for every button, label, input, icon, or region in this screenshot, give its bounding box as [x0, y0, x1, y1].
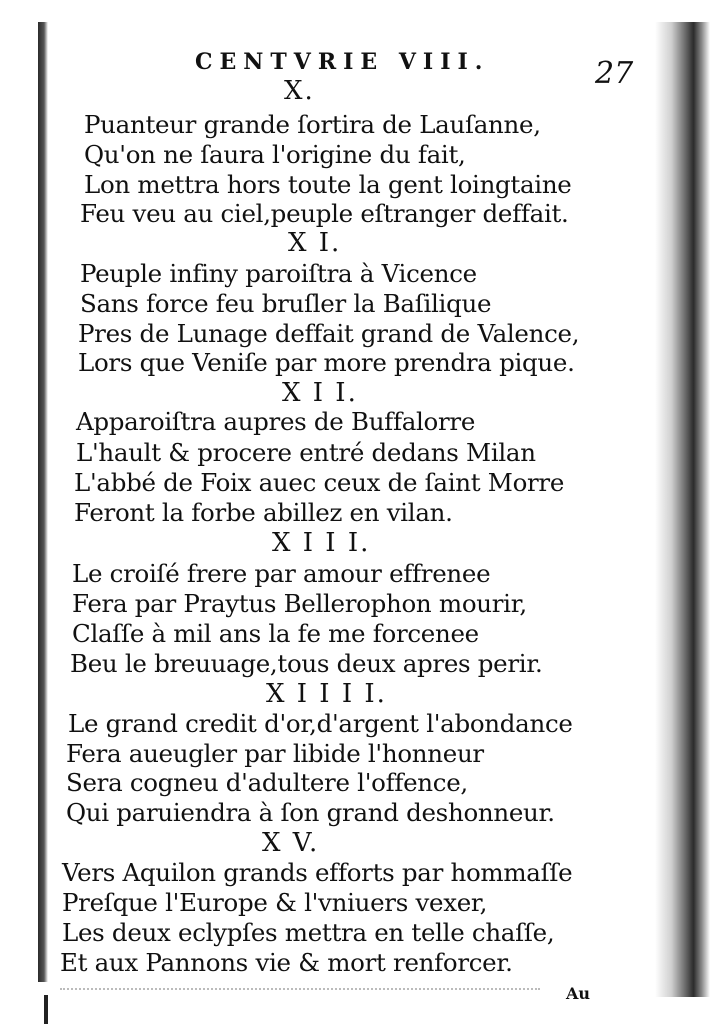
verse-line: Les deux eclypſes mettra en telle chaſſe, — [62, 918, 555, 947]
stanza-number: X. — [284, 76, 315, 106]
verse-line: Lors que Veniſe par more prendra pique. — [78, 348, 575, 377]
verse-line: Beu le breuuage,tous deux apres perir. — [70, 649, 543, 678]
page-edge-right — [655, 22, 710, 997]
verse-line: Vers Aquilon grands efforts par hommaſſe — [62, 858, 573, 887]
verse-line: Claſſe à mil ans la fe me forcenee — [72, 619, 479, 648]
verse-line: Sans force feu bruſler la Baſilique — [80, 289, 492, 318]
verse-line: L'hault & procere entré dedans Milan — [76, 438, 536, 467]
stanza-number: X I I I. — [272, 528, 371, 558]
bottom-smudge — [60, 988, 540, 992]
verse-line: Et aux Pannons vie & mort renforcer. — [60, 948, 513, 977]
verse-line: Lon mettra hors toute la gent loingtaine — [84, 170, 572, 199]
verse-line: Le grand credit d'or,d'argent l'abondance — [68, 709, 573, 738]
binding-edge-bottom — [44, 995, 48, 1024]
stanza-number: X I. — [288, 228, 342, 258]
verse-line: Feront la forbe abillez en vilan. — [74, 498, 453, 527]
stanza-number: X I I I I. — [266, 679, 387, 709]
verse-line: Qu'on ne ſaura l'origine du fait, — [84, 140, 466, 169]
verse-line: Feu veu au ciel,peuple eſtranger deffait. — [80, 199, 569, 228]
verse-line: Pres de Lunage deffait grand de Valence, — [78, 319, 580, 348]
verse-line: Le croiſé frere par amour effrenee — [72, 559, 491, 588]
verse-line: Sera cogneu d'adultere l'offence, — [66, 768, 468, 797]
verse-line: Peuple infiny paroiſtra à Vicence — [80, 259, 477, 288]
verse-line: Qui paruiendra à ſon grand deshonneur. — [66, 798, 555, 827]
binding-edge — [38, 22, 48, 982]
catchword: Au — [566, 984, 591, 1003]
stanza-number: X I I. — [282, 378, 358, 408]
verse-line: Apparoiſtra aupres de Buffalorre — [76, 407, 476, 436]
verse-line: L'abbé de Foix auec ceux de ſaint Morre — [74, 468, 565, 497]
page-number: 27 — [595, 56, 634, 91]
running-title: CENTVRIE VIII. — [195, 49, 490, 75]
verse-line: Fera aueugler par libide l'honneur — [66, 739, 484, 768]
verse-line: Puanteur grande ſortira de Lauſanne, — [84, 110, 541, 139]
verse-line: Fera par Praytus Bellerophon mourir, — [72, 589, 527, 618]
stanza-number: X V. — [262, 828, 320, 858]
verse-line: Preſque l'Europe & l'vniuers vexer, — [62, 888, 488, 917]
